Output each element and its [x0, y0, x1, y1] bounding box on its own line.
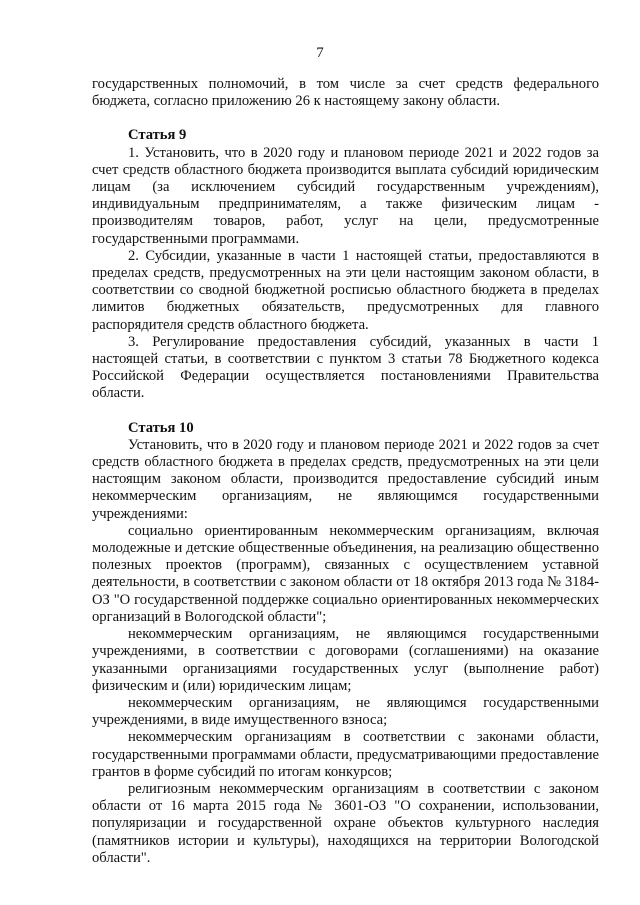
article-10-item-4: некоммерческим организациям в соответствии с законами области, государственными программами области, предусматривающими предоставление грантов в форме субсидий по итогам конкурсов; [92, 729, 599, 780]
document-body [92, 76, 599, 867]
article-10-intro: Установить, что в 2020 году и плановом периоде 2021 и 2022 годов за счет средств областного бюджета в пределах средств, предусмотренных на эти цели настоящим законом области, производится предоставление субсидий иным некоммерческим организациям, не являющимся государственными учреждениями: [92, 436, 599, 522]
article-10-heading: Статья 10 [128, 419, 194, 436]
article-9-part-3: 3. Регулирование предоставления субсидий, указанных в части 1 настоящей статьи, в соответствии с пунктом 3 статьи 78 Бюджетного кодекса Российской Федерации осуществляется постановлениями Правительства области. [92, 333, 599, 402]
article-10-item-3: некоммерческим организациям, не являющимся государственными учреждениями, в виде имущественного взноса; [92, 694, 599, 729]
article-10-item-5: религиозным некоммерческим организациям в соответствии с законом области от 16 марта 2015 года № 3601-ОЗ "О сохранении, использовании, популяризации и государственной охране объектов культурного наследия (памятников истории и культуры), находящихся на территории Вологодской области". [92, 780, 599, 866]
article-10-item-1: социально ориентированным некоммерческим организациям, включая молодежные и детские общественные объединения, на реализацию общественно полезных проектов (программ), связанных с осуществлением уставной деятельности, в соответствии с законом области от 18 октября 2013 года № 3184-ОЗ "О государственной поддержке социально ориентированных некоммерческих организаций в Вологодской области"; [92, 522, 599, 625]
article-9-part-1: 1. Установить, что в 2020 году и плановом периоде 2021 и 2022 годов за счет средств областного бюджета производится выплата субсидий юридическим лицам (за исключением субсидий государственным учреждениям), индивидуальным предпринимателям, а также физическим лицам - производителям товаров, работ, услуг на цели, предусмотренные государственными программами. [92, 144, 599, 247]
article-10-item-2: некоммерческим организациям, не являющимся государственными учреждениями, в соответствии с договорами (соглашениями) на оказание указанными организациями государственных услуг (выполнение работ) физическим и (или) юридическим лицам; [92, 626, 599, 694]
article-9-part-2: 2. Субсидии, указанные в части 1 настоящей статьи, предоставляются в пределах средств, предусмотренных на эти цели настоящим законом области, в соответствии со сводной бюджетной росписью областного бюджета в пределах лимитов бюджетных обязательств, предусмотренных для главного распорядителя средств областного бюджета. [92, 247, 599, 333]
article-9-heading: Статья 9 [128, 127, 187, 144]
page-number: 7 [316, 45, 324, 61]
paragraph-continuation: государственных полномочий, в том числе за счет средств федерального бюджета, согласно приложению 26 к настоящему закону области. [92, 76, 599, 110]
